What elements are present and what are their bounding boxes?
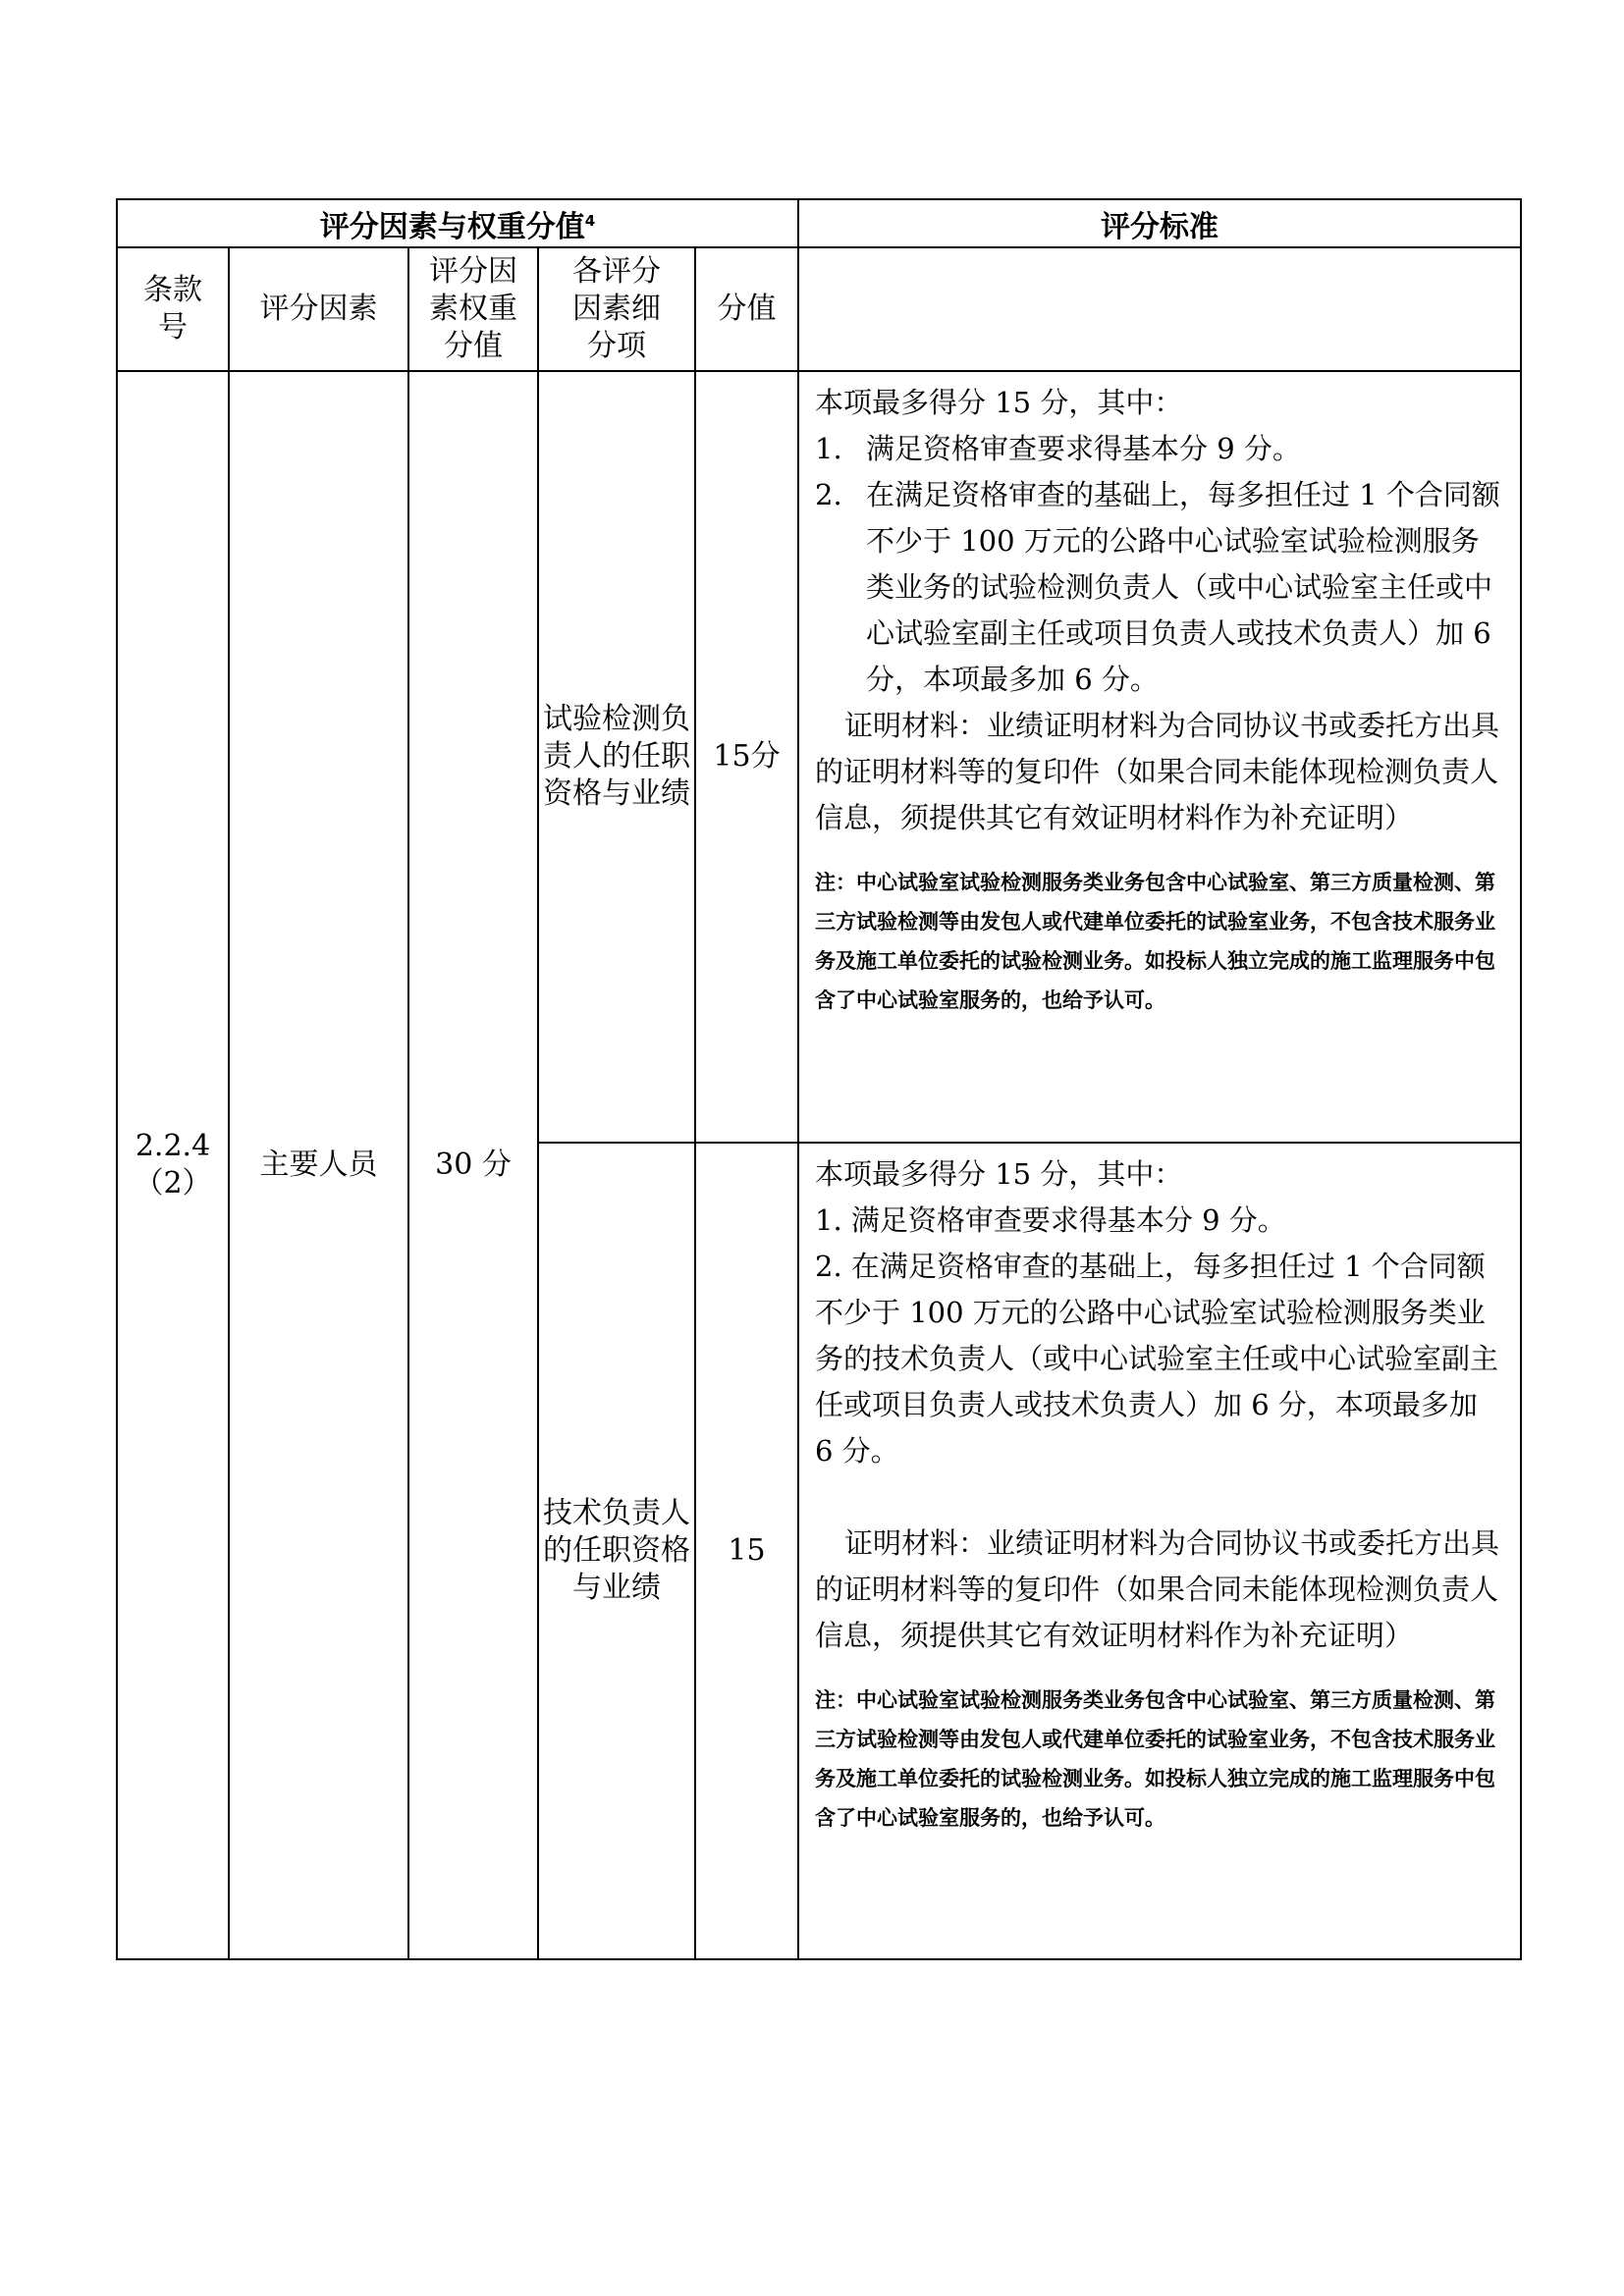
scoring-table	[116, 198, 1522, 1960]
header-criteria: 评分标准	[798, 199, 1521, 247]
criteria-evidence: 证明材料：业绩证明材料为合同协议书或委托方出具的证明材料等的复印件（如果合同未能体现检测负责人信息，须提供其它有效证明材料作为补充证明）	[815, 1526, 1500, 1652]
sub-item-tech-lead: 技术负责人的任职资格与业绩	[538, 1143, 695, 1959]
weight-cell: 30 分	[408, 371, 538, 1959]
criteria-note: 注：中心试验室试验检测服务类业务包含中心试验室、第三方质量检测、第三方试验检测等由发包人或代建单位委托的试验室业务，不包含技术服务业务及施工单位委托的试验检测业务。如投标人独立完成的施工监理服务中包含了中心试验室服务的，也给予认可。	[815, 1688, 1496, 1830]
clause-number-cell	[117, 371, 229, 1959]
col-header-criteria-blank	[798, 247, 1521, 371]
header-factors-weights	[117, 199, 798, 247]
footnote-marker: 4	[584, 211, 596, 230]
score-test-lead: 15分	[695, 371, 798, 1143]
col-header-weight: 评分因素权重分值	[408, 247, 538, 371]
score-tech-lead: 15	[695, 1143, 798, 1959]
criteria-point: 1. 满足资格审查要求得基本分 9 分。	[815, 432, 1301, 465]
col-header-factor: 评分因素	[229, 247, 408, 371]
spacer	[815, 1474, 1504, 1521]
col-header-clause-no: 条款号	[117, 247, 229, 371]
sub-item-test-lead: 试验检测负责人的任职资格与业绩	[538, 371, 695, 1143]
factor-cell: 主要人员	[229, 371, 408, 1959]
clause-number-sub: （2）	[134, 1166, 212, 1201]
criteria-point: 2. 在满足资格审查的基础上，每多担任过 1 个合同额不少于 100 万元的公路中心试验室试验检测服务类业务的技术负责人（或中心试验室主任或中心试验室副主任或项目负责人或技术负责人）加 6 分，本项最多加 6 分。	[815, 1250, 1499, 1468]
criteria-point: 2. 在满足资格审查的基础上，每多担任过 1 个合同额不少于 100 万元的公路中心试验室试验检测服务类业务的试验检测负责人（或中心试验室主任或中心试验室副主任或项目负责人或技术负责人）加 6 分，本项最多加 6 分。	[815, 478, 1500, 696]
clause-number: 2.2.4	[135, 1129, 211, 1163]
header-factors-weights-label: 评分因素与权重分值	[319, 209, 585, 244]
criteria-point: 1. 满足资格审查要求得基本分 9 分。	[815, 1203, 1286, 1237]
col-header-sub-item: 各评分因素细分项	[538, 247, 695, 371]
col-header-score: 分值	[695, 247, 798, 371]
criteria-intro: 本项最多得分 15 分，其中：	[815, 1157, 1183, 1191]
criteria-note: 注：中心试验室试验检测服务类业务包含中心试验室、第三方质量检测、第三方试验检测等由发包人或代建单位委托的试验室业务，不包含技术服务业务及施工单位委托的试验检测业务。如投标人独立完成的施工监理服务中包含了中心试验室服务的，也给予认可。	[815, 871, 1496, 1012]
criteria-evidence: 证明材料：业绩证明材料为合同协议书或委托方出具的证明材料等的复印件（如果合同未能体现检测负责人信息，须提供其它有效证明材料作为补充证明）	[815, 709, 1500, 834]
criteria-intro: 本项最多得分 15 分，其中：	[815, 386, 1183, 419]
criteria-tech-lead	[798, 1143, 1521, 1959]
criteria-test-lead	[798, 371, 1521, 1143]
